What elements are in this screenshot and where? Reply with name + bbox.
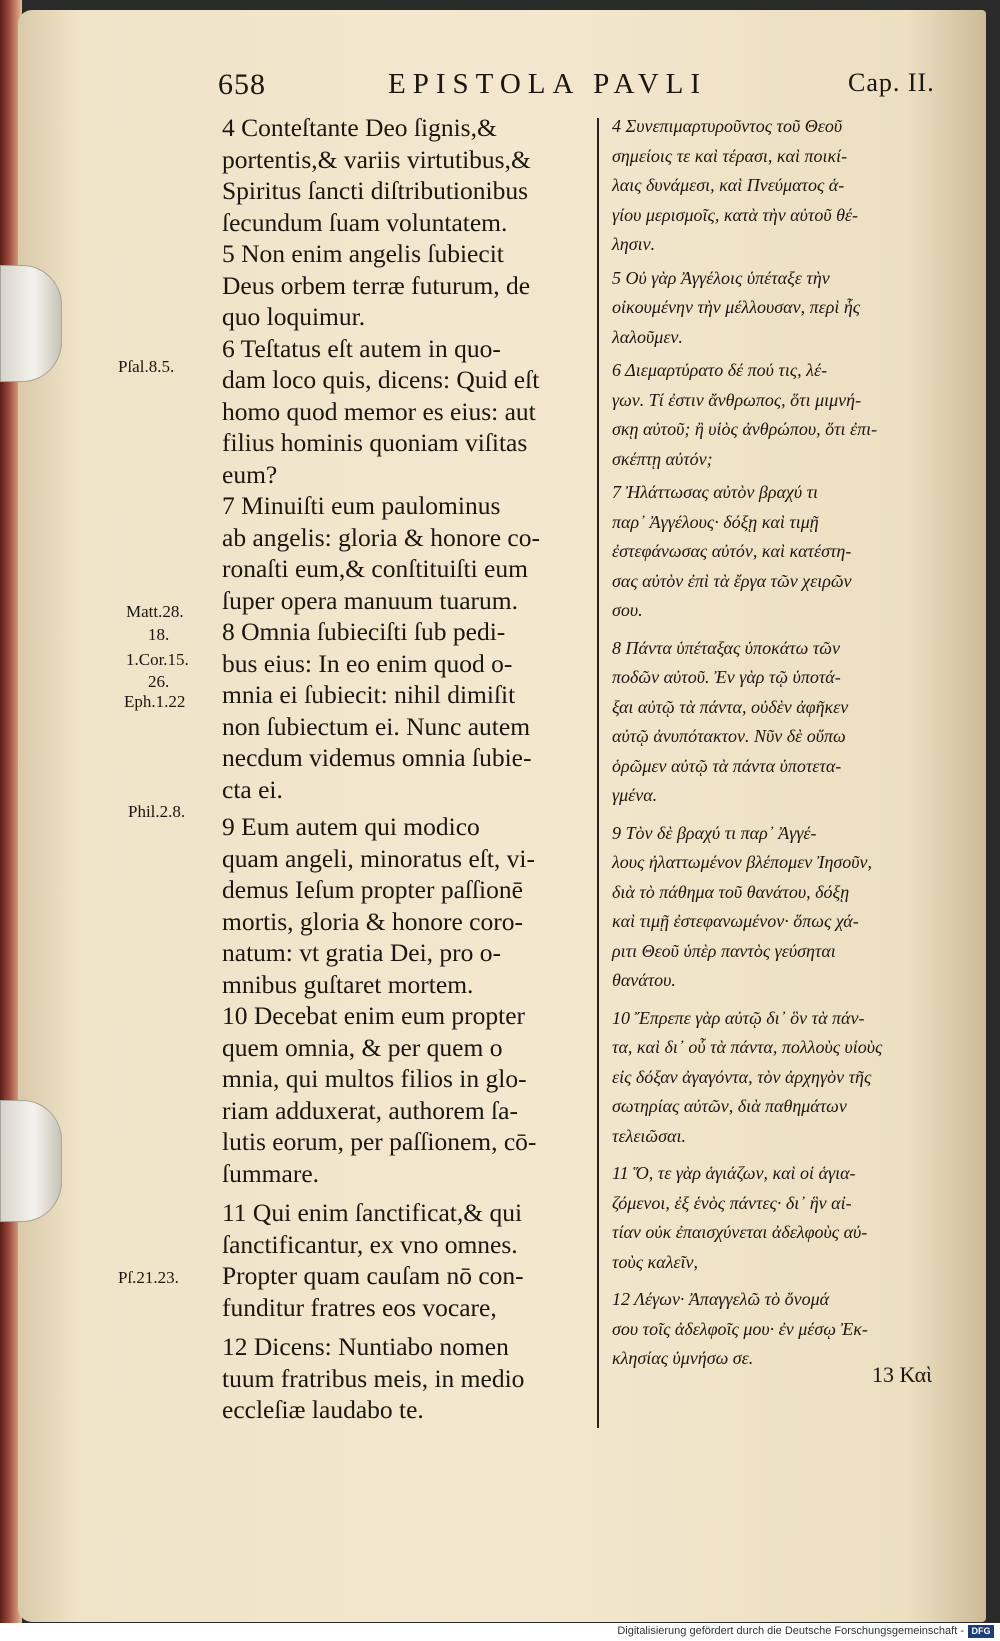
text-line: quam angeli, minoratus eſt, vi- bbox=[222, 843, 536, 873]
greek-verse-6 bbox=[612, 356, 964, 474]
text-line: 7 Ἠλάττωσας αὐτὸν βραχύ τι bbox=[612, 482, 819, 502]
text-line: σας αὐτὸν ἐπὶ τὰ ἔργα τῶν χειρῶν bbox=[612, 570, 852, 591]
text-line: 6 Teſtatus eſt autem in quo- bbox=[222, 333, 501, 363]
running-title: EPISTOLA PAVLI bbox=[388, 68, 708, 100]
text-line: ποδῶν αὐτοῦ. Ἐν γὰρ τῷ ὑποτά- bbox=[612, 667, 841, 687]
text-line: lutis eorum, per paſſionem, cō- bbox=[222, 1127, 537, 1156]
greek-verse-9 bbox=[612, 819, 964, 996]
greek-verse-4 bbox=[612, 112, 964, 260]
text-line: διὰ τὸ πάθημα τοῦ θανάτου, δόξῃ bbox=[612, 881, 850, 902]
text-line: σκῃ αὐτοῦ; ἢ υἱὸς ἀνθρώπου, ὅτι ἐπι- bbox=[612, 419, 878, 439]
greek-verse-10 bbox=[612, 1004, 964, 1152]
text-line: quo loquimur. bbox=[222, 302, 366, 331]
text-line: ſummare. bbox=[222, 1158, 320, 1188]
text-line: 8 Omnia ſubieciſti ſub pedi- bbox=[222, 617, 506, 646]
text-line: 9 Τὸν δὲ βραχύ τι παρ᾽ Ἀγγέ- bbox=[612, 822, 817, 843]
text-line: 8 Πάντα ὑπέταξας ὑποκάτω τῶν bbox=[612, 637, 840, 658]
latin-verse-11 bbox=[222, 1197, 594, 1323]
text-line: σου τοῖς ἀδελφοῖς μου· ἐν μέσῳ Ἐκ- bbox=[612, 1318, 868, 1339]
text-line: 12 Λέγων· Ἀπαγγελῶ τὸ ὄνομά bbox=[612, 1289, 830, 1309]
text-line: 6 Διεμαρτύρατο δέ πού τις, λέ- bbox=[612, 360, 828, 380]
text-line: 4 Conteſtante Deo ſignis,& bbox=[222, 113, 497, 142]
text-line: εἰς δόξαν ἀγαγόντα, τὸν ἀρχηγὸν τῆς bbox=[612, 1066, 872, 1087]
greek-verse-11 bbox=[612, 1159, 964, 1277]
text-line: 11 Qui enim ſanctificat,& qui bbox=[222, 1198, 523, 1227]
text-line: γων. Τί ἐστιν ἄνθρωπος, ὅτι μιμνή- bbox=[612, 389, 862, 410]
margin-ref: Pſ.21.23. bbox=[118, 1268, 179, 1287]
text-line: λαις δυνάμεσι, καὶ Πνεύματος ἁ- bbox=[612, 175, 845, 195]
text-line: παρ᾽ Ἀγγέλους· δόξῃ καὶ τιμῇ bbox=[612, 511, 819, 532]
text-line: τα, καὶ δι᾽ οὗ τὰ πάντα, πολλοὺς υἱοὺς bbox=[612, 1037, 883, 1057]
text-line: Propter quam cauſam nō con- bbox=[222, 1261, 524, 1290]
text-line: 5 Non enim angelis ſubiecit bbox=[222, 239, 504, 268]
margin-ref: Matt.28. bbox=[126, 602, 184, 621]
latin-verse-9 bbox=[222, 811, 594, 1000]
text-line: bus eius: In eo enim quod o- bbox=[222, 648, 513, 678]
text-line: ζόμενοι, ἐξ ἑνὸς πάντες· δι᾽ ἣν αἰ- bbox=[612, 1192, 852, 1213]
text-line: σκέπτῃ αὐτόν; bbox=[612, 448, 713, 469]
text-line: 5 Οὐ γὰρ Ἀγγέλοις ὑπέταξε τὴν bbox=[612, 267, 830, 288]
text-line: ronaſti eum,& conſtituiſti eum bbox=[222, 554, 528, 583]
greek-verse-12 bbox=[612, 1285, 964, 1374]
greek-verse-5 bbox=[612, 264, 964, 353]
text-line: 11 Ὅ, τε γὰρ ἁγιάζων, καὶ οἱ ἁγια- bbox=[612, 1163, 856, 1183]
text-line: ξαι αὐτῷ τὰ πάντα, οὐδὲν ἀφῆκεν bbox=[612, 696, 849, 717]
text-line: λησιν. bbox=[612, 234, 656, 254]
text-line: ab angelis: gloria & honore co- bbox=[222, 522, 540, 552]
page-clip-bottom bbox=[0, 1100, 62, 1222]
margin-ref: Phil.2.8. bbox=[128, 802, 186, 821]
page-number: 658 bbox=[218, 68, 266, 101]
text-line: θανάτου. bbox=[612, 970, 676, 990]
page-clip-top bbox=[0, 265, 62, 382]
text-line: mnia ei ſubiecit: nihil dimiſit bbox=[222, 680, 516, 709]
text-line: σωτηρίας αὐτῶν, διὰ παθημάτων bbox=[612, 1096, 847, 1116]
latin-verse-7 bbox=[222, 490, 594, 616]
text-line: τοὺς καλεῖν, bbox=[612, 1251, 698, 1272]
dfg-logo: DFG bbox=[968, 1625, 994, 1638]
latin-verse-12 bbox=[222, 1331, 594, 1426]
latin-column bbox=[222, 112, 594, 1426]
text-line: dam loco quis, dicens: Quid eſt bbox=[222, 365, 540, 394]
text-line: γίου μερισμοῖς, κατὰ τὴν αὐτοῦ θέ- bbox=[612, 204, 859, 225]
footer-credit: Digitalisierung gefördert durch die Deutsche Forschungsgemeinschaft - bbox=[617, 1625, 964, 1637]
column-divider bbox=[597, 118, 599, 1428]
text-line: riam adduxerat, authorem ſa- bbox=[222, 1095, 518, 1125]
text-line: 10 Decebat enim eum propter bbox=[222, 1001, 526, 1030]
margin-ref: 18. bbox=[148, 625, 170, 644]
text-line: αὐτῷ ἀνυπότακτον. Νῦν δὲ οὔπω bbox=[612, 726, 846, 746]
text-line: 12 Dicens: Nuntiabo nomen bbox=[222, 1332, 509, 1361]
text-line: 4 Συνεπιμαρτυροῦντος τοῦ Θεοῦ bbox=[612, 116, 843, 136]
text-line: mortis, gloria & honore coro- bbox=[222, 906, 523, 936]
text-line: ſecundum ſuam voluntatem. bbox=[222, 207, 508, 237]
greek-verse-7 bbox=[612, 478, 964, 626]
text-line: σημείοις τε καὶ τέρασι, καὶ ποικί- bbox=[612, 145, 848, 166]
catchword: 13 Καὶ bbox=[872, 1362, 933, 1387]
text-line: tuum fratribus meis, in medio bbox=[222, 1363, 525, 1393]
text-line: filius hominis quoniam viſitas bbox=[222, 428, 528, 457]
text-line: Spiritus ſancti diſtributionibus bbox=[222, 176, 528, 205]
text-line: οἰκουμένην τὴν μέλλουσαν, περὶ ἧς bbox=[612, 297, 861, 317]
text-line: γμένα. bbox=[612, 785, 658, 805]
text-line: natum: vt gratia Dei, pro o- bbox=[222, 938, 502, 967]
text-line: homo quod memor es eius: aut bbox=[222, 396, 536, 426]
greek-column bbox=[612, 112, 964, 1374]
text-line: λους ἠλαττωμένον βλέπομεν Ἰησοῦν, bbox=[612, 852, 873, 872]
text-line: Deus orbem terræ futurum, de bbox=[222, 270, 531, 300]
text-line: τελειῶσαι. bbox=[612, 1125, 686, 1146]
margin-ref: Eph.1.22 bbox=[124, 692, 186, 711]
text-line: ſanctificantur, ex vno omnes. bbox=[222, 1229, 518, 1259]
text-line: mnia, qui multos filios in glo- bbox=[222, 1064, 527, 1093]
text-line: cta ei. bbox=[222, 774, 283, 804]
text-line: 10 Ἔπρεπε γὰρ αὐτῷ δι᾽ ὃν τὰ πάν- bbox=[612, 1007, 865, 1028]
text-line: quem omnia, & per quem o bbox=[222, 1032, 503, 1062]
text-line: τίαν οὐκ ἐπαισχύνεται ἀδελφοὺς αὐ- bbox=[612, 1222, 868, 1242]
text-line: ſuper opera manuum tuarum. bbox=[222, 585, 518, 615]
latin-verse-10 bbox=[222, 1000, 594, 1189]
margin-ref: 1.Cor.15. bbox=[126, 650, 189, 669]
text-line: necdum videmus omnia ſubie- bbox=[222, 743, 532, 772]
text-line: λαλοῦμεν. bbox=[612, 326, 683, 347]
text-line: mnibus guſtaret mortem. bbox=[222, 969, 474, 999]
text-line: καὶ τιμῇ ἐστεφανωμένον· ὅπως χά- bbox=[612, 911, 859, 931]
latin-verse-8 bbox=[222, 616, 594, 805]
margin-ref: 26. bbox=[148, 672, 170, 691]
text-line: eum? bbox=[222, 459, 278, 489]
text-line: ὁρῶμεν αὐτῷ τὰ πάντα ὑποτετα- bbox=[612, 755, 842, 776]
latin-verse-6 bbox=[222, 333, 594, 491]
text-line: ριτι Θεοῦ ὑπὲρ παντὸς γεύσηται bbox=[612, 940, 836, 961]
text-line: σου. bbox=[612, 600, 643, 620]
margin-ref: Pſal.8.5. bbox=[118, 357, 175, 376]
greek-verse-8 bbox=[612, 634, 964, 811]
text-line: demus Ieſum propter paſſionē bbox=[222, 875, 523, 904]
text-line: 9 Eum autem qui modico bbox=[222, 812, 480, 841]
chapter-heading: Cap. II. bbox=[848, 68, 935, 97]
latin-verse-5 bbox=[222, 238, 594, 333]
text-line: κλησίας ὑμνήσω σε. bbox=[612, 1348, 754, 1368]
text-line: eccleſiæ laudabo te. bbox=[222, 1395, 424, 1424]
text-line: non ſubiectum ei. Nunc autem bbox=[222, 711, 531, 741]
text-line: 7 Minuiſti eum paulominus bbox=[222, 491, 501, 520]
text-line: funditur fratres eos vocare, bbox=[222, 1292, 497, 1322]
latin-verse-4 bbox=[222, 112, 594, 238]
text-line: portentis,& variis virtutibus,& bbox=[222, 144, 531, 174]
text-line: ἐστεφάνωσας αὐτόν, καὶ κατέστη- bbox=[612, 541, 852, 561]
